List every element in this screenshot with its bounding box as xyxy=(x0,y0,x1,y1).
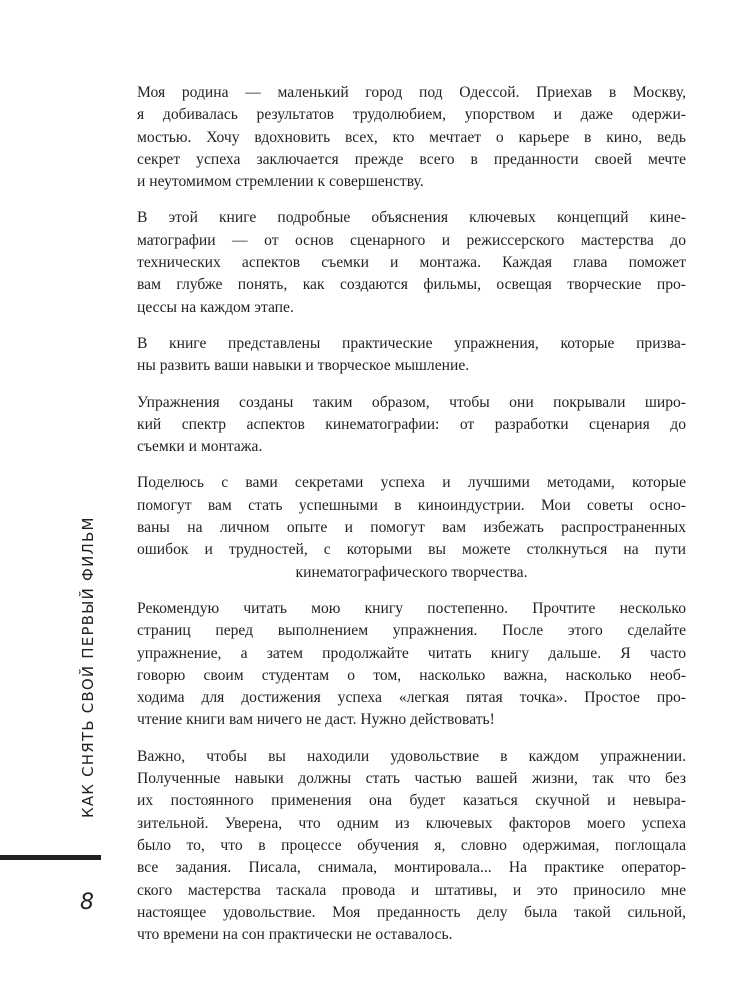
text-line: кинематографического творчества. xyxy=(295,563,528,581)
text-line: В этой книге подробные объяснения ключевых концепций кине- xyxy=(137,209,686,227)
text-line: цессы на каждом этапе. xyxy=(137,298,294,316)
paragraph-5 xyxy=(137,472,686,583)
text-line: Полученные навыки должны стать частью вашей жизни, так что без xyxy=(137,770,686,788)
text-line: страниц перед выполнением упражнения. После этого сделайте xyxy=(137,622,686,640)
text-line: съемки и монтажа. xyxy=(137,438,263,456)
paragraph-4 xyxy=(137,392,686,459)
text-line: Рекомендую читать мою книгу постепенно. Прочтите несколько xyxy=(137,599,686,617)
text-line: ходима для достижения успеха «легкая пятая точка». Простое про- xyxy=(137,689,686,707)
text-line: было то, что в процессе обучения я, словно одержимая, поглощала xyxy=(137,836,686,854)
paragraph-6 xyxy=(137,598,686,732)
text-line: кий спектр аспектов кинематографии: от разработки сценария до xyxy=(137,415,686,433)
text-line: настоящее удовольствие. Моя преданность делу была такой сильной, xyxy=(137,903,686,921)
text-line: ны развить ваши навыки и творческое мышление. xyxy=(137,357,470,375)
paragraph-1 xyxy=(137,82,686,193)
text-line: ваны на личном опыте и помогут вам избежать распространенных xyxy=(137,519,686,537)
text-line: помогут вам стать успешными в киноиндустрии. Мои советы осно- xyxy=(137,496,686,514)
text-line: Поделюсь с вами секретами успеха и лучшими методами, которые xyxy=(137,474,686,492)
text-line: технических аспектов съемки и монтажа. Каждая глава поможет xyxy=(137,254,686,272)
text-line: Важно, чтобы вы находили удовольствие в каждом упражнении. xyxy=(137,747,686,765)
paragraph-3 xyxy=(137,333,686,378)
text-line: чтение книги вам ничего не даст. Нужно действовать! xyxy=(137,711,495,729)
text-line: говорю своим студентам о том, насколько важна, насколько необ- xyxy=(137,666,686,684)
text-line: Упражнения созданы таким образом, чтобы они покрывали широ- xyxy=(137,393,686,411)
page-number: 8 xyxy=(80,890,94,915)
text-line: упражнение, а затем продолжайте читать книгу дальше. Я часто xyxy=(137,644,686,662)
text-line: Моя родина — маленький город под Одессой. Приехав в Москву, xyxy=(137,84,686,101)
text-line: секрет успеха заключается прежде всего в преданности своей мечте xyxy=(137,150,686,168)
text-line: все задания. Писала, снимала, монтировала... На практике оператор- xyxy=(137,859,686,877)
text-line: В книге представлены практические упражнения, которые призва- xyxy=(137,334,686,352)
text-line: я добивалась результатов трудолюбием, упорством и даже одержи- xyxy=(137,106,686,124)
text-line: ошибок и трудностей, с которыми вы можете столкнуться на пути xyxy=(137,541,686,559)
paragraph-2 xyxy=(137,207,686,318)
paragraph-7 xyxy=(137,746,686,947)
text-line: зительной. Уверена, что одним из ключевых факторов моего успеха xyxy=(137,814,686,832)
body-text xyxy=(137,82,686,960)
footer-rule xyxy=(0,855,101,860)
text-line: матографии — от основ сценарного и режиссерского мастерства до xyxy=(137,231,686,249)
text-line: вам глубже понять, как создаются фильмы, освещая творческие про- xyxy=(137,276,686,294)
text-line: ского мастерства таскала провода и штативы, и это приносило мне xyxy=(137,881,686,899)
text-line: что времени на сон практически не оставалось. xyxy=(137,926,453,944)
running-title: КАК СНЯТЬ СВОЙ ПЕРВЫЙ ФИЛЬМ xyxy=(79,516,97,818)
text-line: и неутомимом стремлении к совершенству. xyxy=(137,173,424,191)
text-line: мостью. Хочу вдохновить всех, кто мечтает о карьере в кино, ведь xyxy=(137,128,686,146)
text-line: их постоянного применения она будет казаться скучной и невыра- xyxy=(137,792,686,810)
